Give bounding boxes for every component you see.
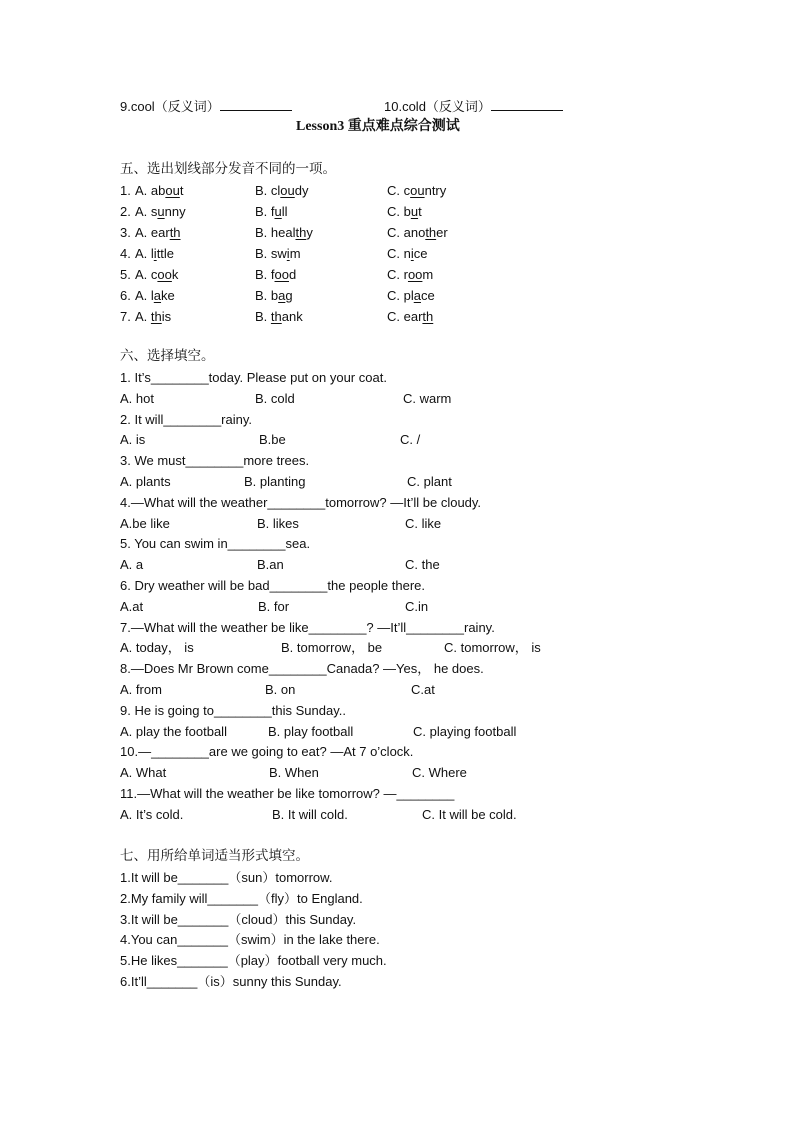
answer-option: C. warm	[403, 390, 452, 406]
option-text: ank	[281, 309, 303, 324]
answer-option: C. It will be cold.	[422, 806, 517, 822]
option-b	[255, 267, 296, 283]
option-text: nny	[164, 204, 186, 219]
option-text: y	[306, 225, 313, 240]
answer-option: C. tomorrow， is	[444, 640, 541, 656]
answer-option: A. is	[120, 432, 146, 448]
question-text: 10.cold（反义词）	[384, 99, 491, 114]
page-title: Lesson3 重点难点综合测试	[296, 119, 460, 134]
option-text: is	[161, 309, 172, 324]
option-text: ke	[161, 288, 175, 303]
option-a	[135, 183, 183, 199]
option-text: B. heal	[255, 225, 296, 240]
option-text: A. l	[135, 246, 154, 261]
question-line: 7.—What will the weather be like________? —It’ll________rainy.	[120, 619, 495, 635]
option-c-text	[387, 204, 422, 219]
underlined-part: i	[153, 246, 157, 261]
option-text: ll	[281, 204, 288, 219]
fill-line: 5.He likes_______（play）football very much.	[120, 953, 387, 969]
question-number: 3.	[120, 225, 131, 240]
option-text: d	[288, 267, 297, 282]
answer-option: A. plants	[120, 474, 171, 489]
option-b	[255, 309, 303, 325]
answer-option: B. likes	[257, 515, 299, 531]
option-b	[255, 225, 313, 241]
option-text: A. l	[135, 288, 154, 303]
answer-option: B.be	[259, 432, 286, 448]
option-text: A. ear	[135, 225, 170, 240]
option-a-text	[135, 267, 178, 282]
option-a	[135, 267, 178, 283]
answer-option: B. It will cold.	[272, 806, 348, 822]
section-5-heading: 五、选出划线部分发音不同的一项。	[120, 161, 336, 177]
answer-option: A. a	[120, 557, 144, 573]
option-text: ttle	[156, 246, 175, 261]
option-a-text	[135, 225, 181, 240]
answer-option: A. hot	[120, 390, 154, 406]
option-c-text	[387, 183, 446, 198]
answer-option: B. play football	[268, 723, 354, 739]
underlined-part: th	[169, 225, 181, 240]
answer-option: B.an	[257, 557, 284, 573]
section-6-heading: 六、选择填空。	[120, 348, 215, 364]
answer-option: A.at	[120, 598, 144, 614]
option-text: B.	[255, 309, 271, 324]
answer-option: B. planting	[244, 474, 306, 489]
question-line: 10.—________are we going to eat? —At 7 o’clock.	[120, 744, 414, 760]
answer-option: B. for	[258, 598, 290, 614]
answer-blank	[220, 99, 292, 111]
underlined-part: th	[425, 225, 437, 240]
option-c	[387, 204, 422, 220]
question-number: 1.	[120, 183, 131, 198]
option-b-text	[255, 309, 303, 324]
option-text: ce	[420, 288, 435, 303]
question-line: 5. You can swim in________sea.	[120, 536, 311, 552]
option-text: C. ear	[387, 309, 423, 324]
question-10-cold-antonym	[384, 99, 563, 115]
option-c-text	[387, 225, 448, 240]
underlined-part: u	[157, 204, 165, 219]
option-c-text	[387, 267, 433, 282]
option-b	[255, 204, 288, 220]
underlined-part: th	[270, 309, 282, 324]
option-text: t	[179, 183, 184, 198]
answer-option: C. Where	[412, 765, 467, 781]
underlined-part: u	[410, 204, 419, 219]
option-text: C. pl	[387, 288, 414, 303]
underlined-part: a	[153, 288, 162, 303]
option-c-text	[387, 288, 435, 303]
option-text: B. f	[255, 204, 275, 219]
answer-option: B. on	[265, 682, 296, 697]
underlined-part: i	[286, 246, 290, 261]
option-b-text	[255, 288, 293, 303]
option-a	[135, 246, 174, 262]
option-b	[255, 183, 309, 199]
option-b	[255, 246, 301, 262]
question-9-cool-antonym	[120, 99, 292, 115]
option-text: k	[171, 267, 179, 282]
option-text: C. c	[387, 183, 411, 198]
question-line: 3. We must________more trees.	[120, 453, 310, 469]
underlined-part: oo	[274, 267, 289, 282]
option-a	[135, 204, 186, 220]
question-line: 9. He is going to________this Sunday..	[120, 702, 346, 718]
question-line: 1. It’s________today. Please put on your coat.	[120, 370, 387, 385]
option-c	[387, 288, 435, 304]
option-text: m	[422, 267, 434, 282]
question-line: 11.—What will the weather be like tomorrow? —________	[120, 786, 455, 801]
option-text: ntry	[424, 183, 447, 198]
answer-option: A. from	[120, 682, 162, 697]
option-text: B. b	[255, 288, 279, 303]
option-text: C. r	[387, 267, 408, 282]
underlined-part: u	[274, 204, 282, 219]
option-text: A. ab	[135, 183, 166, 198]
question-line: 8.—Does Mr Brown come________Canada? —Yes， he does.	[120, 661, 484, 677]
underlined-part: oo	[407, 267, 423, 282]
answer-option: C. like	[405, 515, 442, 531]
question-number: 7.	[120, 309, 131, 324]
question-number: 4.	[120, 246, 131, 261]
underlined-part: oo	[157, 267, 172, 282]
option-a-text	[135, 288, 175, 303]
underlined-part: i	[410, 246, 414, 261]
answer-option: C. /	[400, 432, 421, 448]
answer-option: A. It’s cold.	[120, 806, 184, 822]
question-line: 6. Dry weather will be bad________the people there.	[120, 578, 425, 593]
option-b-text	[255, 246, 301, 261]
option-text: A. s	[135, 204, 158, 219]
answer-option: A.be like	[120, 515, 170, 531]
question-text: 9.cool（反义词）	[120, 99, 220, 114]
answer-option: B. When	[269, 765, 319, 781]
option-a-text	[135, 309, 171, 324]
option-text: m	[289, 246, 301, 261]
option-text: C. ano	[387, 225, 426, 240]
option-c-text	[387, 309, 433, 324]
option-text: er	[436, 225, 448, 240]
question-number: 5.	[120, 267, 131, 282]
option-text: B. f	[255, 267, 275, 282]
option-a-text	[135, 183, 183, 198]
answer-option: C. plant	[407, 474, 452, 489]
question-line: 4.—What will the weather________tomorrow? —It’ll be cloudy.	[120, 494, 482, 510]
option-text: B. cl	[255, 183, 281, 198]
option-c	[387, 267, 433, 283]
section-7-heading: 七、用所给单词适当形式填空。	[120, 848, 309, 864]
fill-line: 2.My family will_______（fly）to England.	[120, 890, 363, 906]
answer-option: A. play the football	[120, 723, 227, 739]
option-b-text	[255, 267, 296, 282]
option-a-text	[135, 246, 174, 261]
option-text: ce	[413, 246, 428, 261]
option-b-text	[255, 204, 288, 219]
option-text: B. sw	[255, 246, 287, 261]
option-a	[135, 288, 175, 304]
underlined-part: th	[422, 309, 434, 324]
answer-option: A. today， is	[120, 640, 194, 656]
option-text: C. n	[387, 246, 411, 261]
answer-option: B. tomorrow， be	[281, 640, 383, 656]
option-c	[387, 309, 433, 325]
fill-line: 3.It will be_______（cloud）this Sunday.	[120, 911, 357, 927]
fill-line: 4.You can_______（swim）in the lake there.	[120, 932, 380, 948]
option-c-text	[387, 246, 427, 261]
option-c	[387, 183, 446, 199]
answer-option: C.at	[411, 682, 435, 697]
answer-option: C. playing football	[413, 723, 517, 739]
answer-option: C.in	[405, 598, 429, 614]
answer-option: B. cold	[255, 390, 295, 406]
underlined-part: ou	[410, 183, 425, 198]
underlined-part: th	[150, 309, 162, 324]
option-c	[387, 246, 427, 262]
option-text: A.	[135, 309, 151, 324]
underlined-part: ou	[280, 183, 295, 198]
option-text: A. c	[135, 267, 158, 282]
option-text: t	[418, 204, 422, 219]
option-a	[135, 309, 171, 325]
option-b-text	[255, 183, 309, 198]
option-c	[387, 225, 448, 241]
question-number: 2.	[120, 204, 131, 219]
option-b-text	[255, 225, 313, 240]
option-text: dy	[294, 183, 309, 198]
option-text: g	[285, 288, 293, 303]
question-line: 2. It will________rainy.	[120, 411, 253, 427]
underlined-part: a	[278, 288, 286, 303]
answer-option: A. What	[120, 765, 167, 781]
answer-option: C. the	[405, 557, 440, 573]
underlined-part: th	[295, 225, 307, 240]
underlined-part: a	[413, 288, 421, 303]
option-a	[135, 225, 181, 241]
option-b	[255, 288, 293, 304]
option-a-text	[135, 204, 186, 219]
fill-line: 1.It will be_______（sun）tomorrow.	[120, 870, 333, 885]
answer-blank	[491, 99, 563, 111]
question-number: 6.	[120, 288, 131, 303]
option-text: C. b	[387, 204, 411, 219]
fill-line: 6.It’ll_______（is）sunny this Sunday.	[120, 974, 342, 989]
underlined-part: ou	[165, 183, 180, 198]
